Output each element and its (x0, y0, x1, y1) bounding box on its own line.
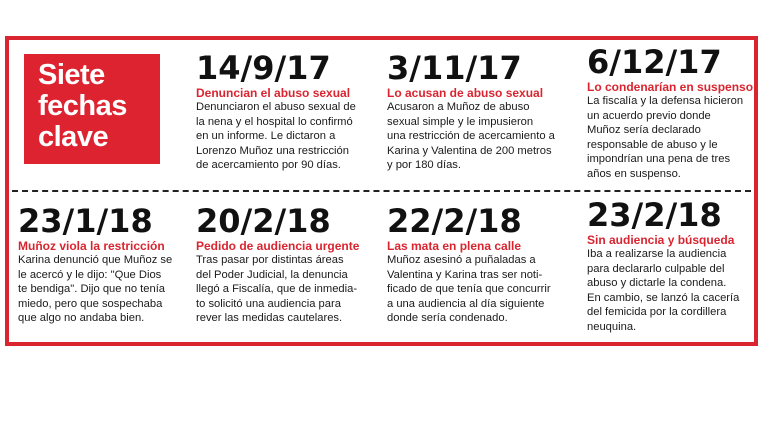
timeline-entry (387, 50, 567, 173)
entry-line: que algo no andaba bien. (18, 312, 145, 325)
entry-date: 23/1/18 (18, 202, 153, 240)
timeline-entry (196, 203, 376, 326)
entry-text (387, 100, 567, 173)
entry-text (18, 253, 198, 326)
entry-heading: Denuncian el abuso sexual (196, 86, 351, 100)
entry-heading: Muñoz viola la restricción (18, 239, 165, 253)
title-box (24, 54, 160, 164)
title-line: fechas (38, 90, 127, 122)
entry-line: en un informe. Le dictaron a (196, 130, 336, 143)
entry-line: neuquina. (587, 320, 637, 333)
entry-line: abuso y dictarle la condena. (587, 277, 727, 290)
entry-line: Tras pasar por distintas áreas (196, 254, 344, 266)
entry-line: responsable de abuso y le (587, 138, 718, 151)
entry-heading: Lo condenarían en suspenso (587, 80, 754, 94)
entry-line: Lorenzo Muñoz una restricción (196, 144, 349, 157)
timeline-entry (196, 50, 376, 173)
entry-heading: Las mata en plena calle (387, 239, 522, 253)
entry-text (587, 247, 767, 335)
row-divider (12, 190, 751, 192)
entry-line: te bendiga". Dijo que no tenía (18, 283, 166, 296)
entry-line: La fiscalía y la defensa hicieron (587, 95, 744, 107)
entry-line: donde sería condenado. (387, 312, 508, 325)
entry-date: 3/11/17 (387, 49, 522, 87)
entry-line: de acercamiento por 90 días. (196, 159, 341, 172)
entry-line: En cambio, se lanzó la cacería (587, 291, 740, 304)
entry-line: Karina denunció que Muñoz se (18, 254, 173, 266)
entry-line: Iba a realizarse la audiencia (587, 248, 727, 260)
timeline-entry (587, 44, 767, 182)
entry-line: sexual simple y le impusieron (387, 115, 534, 128)
entry-date: 6/12/17 (587, 43, 722, 81)
entry-text (196, 253, 376, 326)
entry-heading: Lo acusan de abuso sexual (387, 86, 544, 100)
entry-heading: Sin audiencia y búsqueda (587, 233, 735, 247)
entry-line: Muñoz asesinó a puñaladas a (387, 254, 536, 266)
entry-line: ficado de que tenía que concurrir (387, 283, 551, 296)
entry-line: llegó a Fiscalía, que de inmedia- (196, 283, 358, 296)
entry-date: 14/9/17 (196, 49, 331, 87)
timeline-entry (587, 197, 767, 335)
entry-line: la nena y el hospital lo confirmó (196, 115, 353, 128)
entry-line: Denunciaron el abuso sexual de (196, 101, 356, 113)
title-line: Siete (38, 59, 105, 91)
entry-line: a una audiencia al día siguiente (387, 297, 545, 310)
entry-text (196, 100, 376, 173)
timeline-entry (18, 203, 198, 326)
entry-line: Valentina y Karina tras ser noti- (387, 268, 543, 281)
entry-line: rever las medidas cautelares. (196, 312, 343, 325)
entry-line: años en suspenso. (587, 167, 681, 180)
entry-line: Muñoz sería declarado (587, 124, 701, 137)
infographic-title (38, 60, 127, 153)
title-line: clave (38, 121, 109, 153)
entry-line: Karina y Valentina de 200 metros (387, 144, 552, 157)
entry-line: del Poder Judicial, la denuncia (196, 268, 348, 281)
entry-line: del femicida por la cordillera (587, 306, 727, 319)
entry-line: le acercó y le dijo: "Que Dios (18, 268, 162, 281)
timeline-entry (387, 203, 567, 326)
entry-line: un acuerdo previo donde (587, 109, 711, 122)
entry-date: 22/2/18 (387, 202, 522, 240)
entry-text (587, 94, 767, 182)
entry-date: 23/2/18 (587, 196, 722, 234)
entry-line: una restricción de acercamiento a (387, 130, 555, 143)
entry-line: miedo, pero que sospechaba (18, 297, 163, 310)
entry-line: to solicitó una audiencia para (196, 297, 341, 310)
entry-text (387, 253, 567, 326)
entry-line: y por 180 días. (387, 159, 462, 172)
entry-line: para declararlo culpable del (587, 262, 725, 275)
entry-line: Acusaron a Muñoz de abuso (387, 101, 530, 113)
entry-date: 20/2/18 (196, 202, 331, 240)
entry-line: impondrían una pena de tres (587, 153, 731, 166)
entry-heading: Pedido de audiencia urgente (196, 239, 360, 253)
